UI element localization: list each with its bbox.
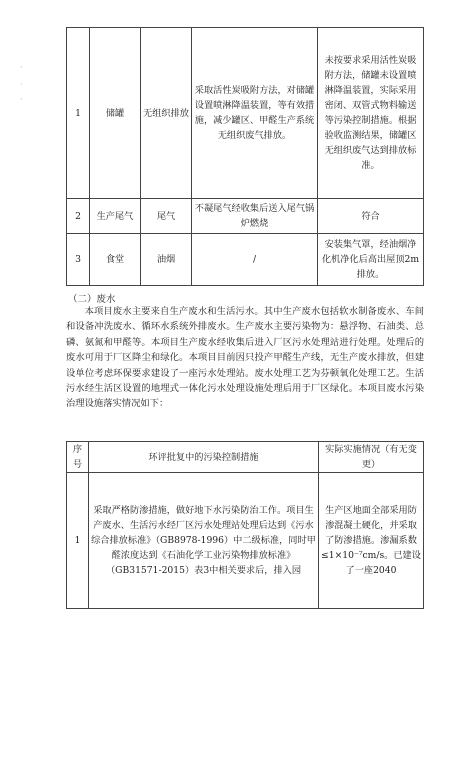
pollution-source: 生产尾气 (90, 199, 141, 234)
header-status: 实际实施情况（有无变更） (319, 442, 424, 473)
table-header-row (67, 442, 424, 473)
margin-mark: · (20, 80, 23, 89)
margin-mark: · (20, 63, 23, 72)
row-number: 3 (67, 234, 90, 286)
row-number: 1 (67, 473, 89, 609)
pollution-source: 储罐 (90, 28, 141, 199)
margin-mark: · (20, 95, 23, 104)
header-measure: 环评批复中的污染控制措施 (89, 442, 319, 473)
row-number: 2 (67, 199, 90, 234)
emission-type: 尾气 (141, 199, 192, 234)
implementation-status: 生产区地面全部采用防渗混凝土硬化，并采取了防渗措施。渗漏系数≤1×10⁻⁷cm/s。已建设了一座2040 (319, 473, 424, 609)
implementation-status: 安装集气罩，经油烟净化机净化后高出屋顶2m排放。 (318, 234, 424, 286)
section-heading: （二）废水 (68, 294, 116, 305)
table-row (67, 199, 424, 234)
wastewater-table (66, 441, 424, 609)
emission-type: 油烟 (141, 234, 192, 286)
emission-type: 无组织排放 (141, 28, 192, 199)
header-no: 序号 (67, 442, 89, 473)
control-measure: / (192, 234, 318, 286)
exhaust-gas-table (66, 27, 424, 286)
table-row (67, 28, 424, 199)
control-measure: 采取严格防渗措施，做好地下水污染防治工作。项目生产废水、生活污水经厂区污水处理站处理后达到《污水综合排放标准》（GB8978-1996）中二级标准，同时甲醛浓度达到《石油化学工业污染物排放标准》（GB31571-2015）表3中相关要求后，排入园 (89, 473, 319, 609)
implementation-status: 符合 (318, 199, 424, 234)
table-row (67, 234, 424, 286)
pollution-source: 食堂 (90, 234, 141, 286)
table-row (67, 473, 424, 609)
control-measure: 采取活性炭吸附方法，对储罐设置喷淋降温装置，等有效措施，减少罐区、甲醛生产系统无组织废气排放。 (192, 28, 318, 199)
control-measure: 不凝尾气经收集后送入尾气锅炉燃烧 (192, 199, 318, 234)
row-number: 1 (67, 28, 90, 199)
body-paragraph: 本项目废水主要来自生产废水和生活污水。其中生产废水包括软水制备废水、车间和设备冲洗废水、循环水系统外排废水。生产废水主要污染物为：悬浮物、石油类、总磷、氨氮和甲醛等。本项目生产废水经收集后进入厂区污水处理站进行处理。处理后的废水可用于厂区降尘和绿化。本项目目前因只投产甲醛生产线，无生产废水排放，但建设单位考虑环保要求建设了一座污水处理站。废水处理工艺为芬顿氧化处理工艺。生活污水经生活区设置的地埋式一体化污水处理设施处理后用于厂区绿化。本项目废水污染治理设施落实情况如下： (66, 306, 424, 410)
implementation-status: 未按要求采用活性炭吸附方法，储罐未设置喷淋降温装置，实际采用密闭、双管式物料输送等污染控制措施。根据验收监测结果，储罐区无组织废气达到排放标准。 (318, 28, 424, 199)
